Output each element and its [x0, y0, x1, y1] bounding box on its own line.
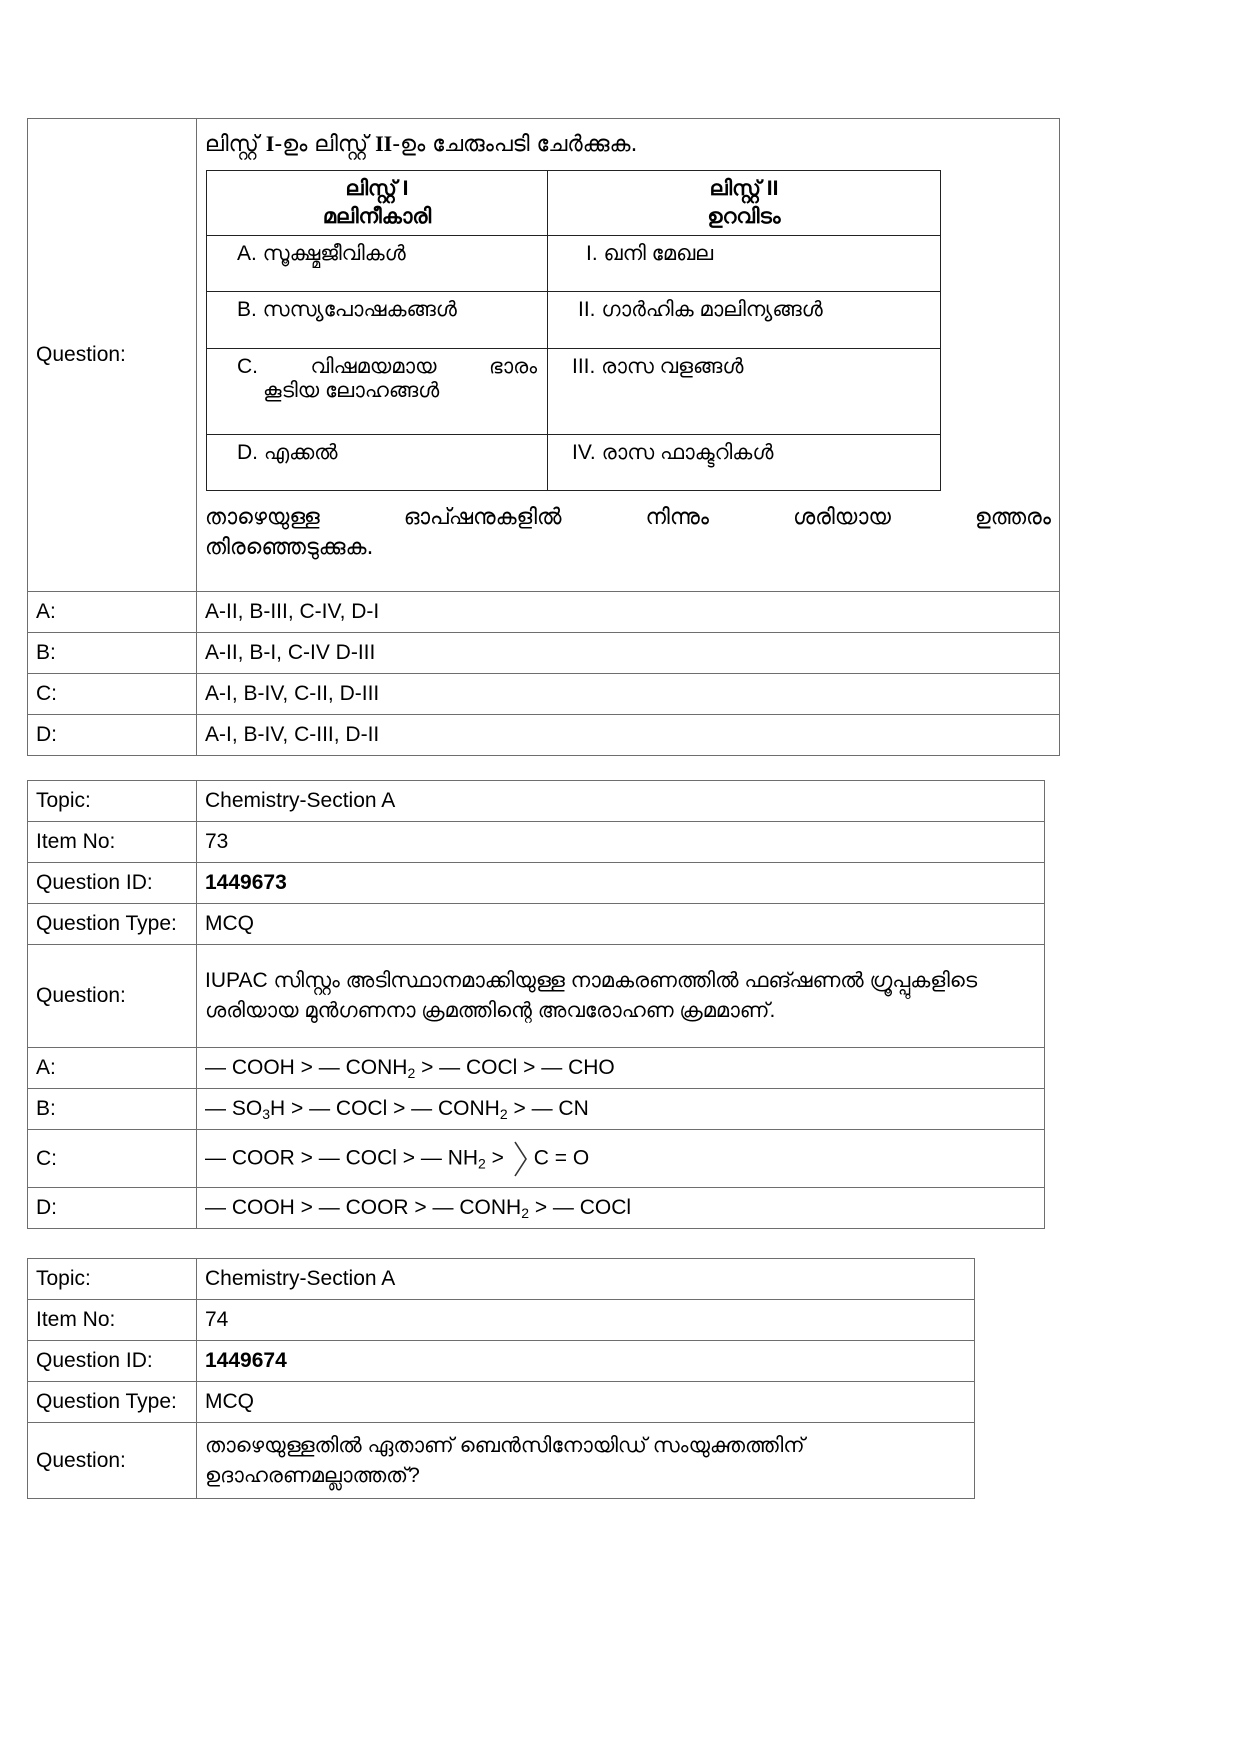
carbonyl-bond-icon: [512, 1139, 530, 1179]
question-label: Question:: [28, 1423, 197, 1499]
list-1-header: ലിസ്റ്റ് I മലിനീകാരി: [207, 171, 548, 236]
question-body: [197, 119, 1060, 592]
question-type-value: MCQ: [197, 904, 1045, 945]
question-74-table: [27, 1258, 975, 1499]
question-73-table: [27, 780, 1045, 1229]
list-2-item-i: I. ഖനി മേഖല: [548, 236, 941, 292]
list-1-item-a: A. സൂക്ഷ്മജീവികൾ: [207, 236, 548, 292]
list-1-item-c: C. വിഷമയമായ ഭാരം കൂടിയ ലോഹങ്ങൾ: [207, 349, 548, 435]
question-outro-line1: താഴെയുള്ള ഓപ്ഷനുകളിൽ നിന്നും ശരിയായ ഉത്തരം: [205, 505, 1051, 530]
item-no-label: Item No:: [28, 822, 197, 863]
item-no-value: 74: [197, 1300, 975, 1341]
question-text: താഴെയുള്ളതിൽ ഏതാണ് ബെൻസിനോയിഡ് സംയുക്തത്തിന് ഉദാഹരണമല്ലാത്തത്?: [197, 1423, 975, 1499]
list-2-item-ii: II. ഗാർഹിക മാലിന്യങ്ങൾ: [548, 292, 941, 349]
topic-label: Topic:: [28, 781, 197, 822]
item-no-value: 73: [197, 822, 1045, 863]
option-b-label: B:: [28, 1089, 197, 1130]
question-type-value: MCQ: [197, 1382, 975, 1423]
item-no-label: Item No:: [28, 1300, 197, 1341]
question-label: Question:: [28, 119, 197, 592]
option-d-formula: — COOH > — COOR > — $CONH_2$ > — COCl: [197, 1188, 1045, 1229]
option-a-label: A:: [28, 1048, 197, 1089]
option-b-label: B:: [28, 633, 197, 674]
question-id-label: Question ID:: [28, 1341, 197, 1382]
option-d-label: D:: [28, 715, 197, 756]
list-1-item-d: D. എക്കൽ: [207, 435, 548, 491]
list-1-item-b: B. സസ്യപോഷകങ്ങൾ: [207, 292, 548, 349]
list-2-item-iii: III. രാസ വളങ്ങൾ: [548, 349, 941, 435]
question-text: IUPAC സിസ്റ്റം അടിസ്ഥാനമാക്കിയുള്ള നാമകരണത്തിൽ ഫങ്ഷണൽ ഗ്രൂപ്പുകളിടെ ശരിയായ മുൻഗണനാ ക്രമത്തിന്റെ അവരോഹണ ക്രമമാണ്.: [197, 945, 1045, 1048]
question-label: Question:: [28, 945, 197, 1048]
question-type-label: Question Type:: [28, 1382, 197, 1423]
question-intro: ലിസ്റ്റ് I-ഉം ലിസ്റ്റ് II-ഉം ചേരുംപടി ചേർക്കുക.: [205, 131, 638, 157]
option-d-text: A-I, B-IV, C-III, D-II: [197, 715, 1060, 756]
option-d-label: D:: [28, 1188, 197, 1229]
option-c-label: C:: [28, 674, 197, 715]
topic-value: Chemistry-Section A: [197, 1259, 975, 1300]
question-id-label: Question ID:: [28, 863, 197, 904]
option-c-text: A-I, B-IV, C-II, D-III: [197, 674, 1060, 715]
question-id-value: 1449673: [197, 863, 1045, 904]
topic-label: Topic:: [28, 1259, 197, 1300]
option-c-formula: — COOR > — COCl > — $NH_2 > C = O$: [197, 1130, 1045, 1188]
option-a-label: A:: [28, 592, 197, 633]
option-b-text: A-II, B-I, C-IV D-III: [197, 633, 1060, 674]
question-72-table: [27, 118, 1060, 756]
match-table: [206, 170, 941, 491]
question-id-value: 1449674: [197, 1341, 975, 1382]
list-2-header: ലിസ്റ്റ് II ഉറവിടം: [548, 171, 941, 236]
option-b-formula: — $SO_3H$ > — COCl > — $CONH_2$ > — CN: [197, 1089, 1045, 1130]
list-2-item-iv: IV. രാസ ഫാക്ടറികൾ: [548, 435, 941, 491]
question-type-label: Question Type:: [28, 904, 197, 945]
option-c-label: C:: [28, 1130, 197, 1188]
question-outro-line2: തിരഞ്ഞെടുക്കുക.: [205, 535, 374, 560]
option-a-formula: — COOH > — $CONH_2$ > — COCl > — CHO: [197, 1048, 1045, 1089]
option-a-text: A-II, B-III, C-IV, D-I: [197, 592, 1060, 633]
topic-value: Chemistry-Section A: [197, 781, 1045, 822]
